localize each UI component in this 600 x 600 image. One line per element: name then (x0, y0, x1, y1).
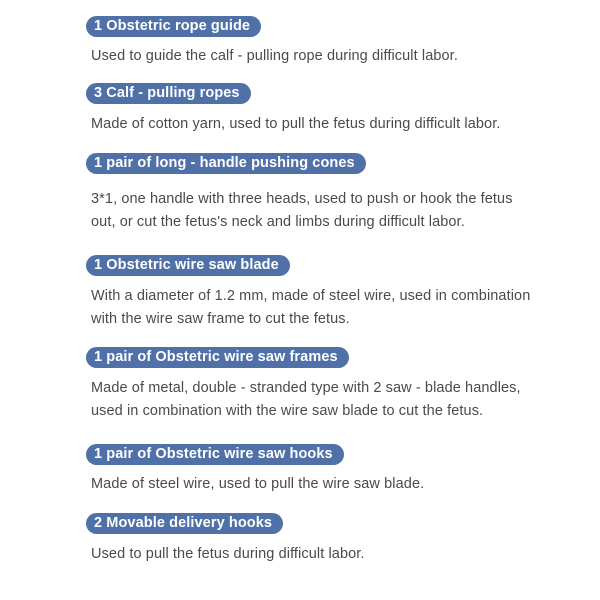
item-description: Made of metal, double - stranded type with 2 saw - blade handles, used in combination with the wire saw blade to cut the fetus. (91, 380, 521, 419)
item-rope-guide (86, 16, 546, 64)
item-title-badge: 1 Obstetric wire saw blade (86, 255, 290, 276)
item-wire-saw-hooks (86, 444, 546, 492)
item-title-badge: 1 Obstetric rope guide (86, 16, 261, 37)
item-wire-saw-frames (86, 347, 546, 419)
item-description: With a diameter of 1.2 mm, made of steel wire, used in combination with the wire saw frame to cut the fetus. (91, 288, 531, 327)
item-pushing-cones (86, 153, 546, 230)
item-title-badge: 3 Calf - pulling ropes (86, 83, 251, 104)
item-wire-saw-blade (86, 255, 546, 327)
item-title-badge: 1 pair of Obstetric wire saw hooks (86, 444, 344, 465)
item-description: Made of steel wire, used to pull the wire saw blade. (91, 476, 425, 492)
item-description: Used to guide the calf - pulling rope during difficult labor. (91, 48, 458, 64)
item-description: Used to pull the fetus during difficult labor. (91, 546, 365, 562)
item-title-badge: 1 pair of long - handle pushing cones (86, 153, 366, 174)
item-description: Made of cotton yarn, used to pull the fetus during difficult labor. (91, 116, 501, 132)
item-title-badge: 1 pair of Obstetric wire saw frames (86, 347, 349, 368)
item-calf-pulling-ropes (86, 83, 546, 132)
item-delivery-hooks (86, 513, 546, 562)
item-title-badge: 2 Movable delivery hooks (86, 513, 283, 534)
item-description: 3*1, one handle with three heads, used to push or hook the fetus out, or cut the fetus's neck and limbs during difficult labor. (91, 191, 513, 230)
